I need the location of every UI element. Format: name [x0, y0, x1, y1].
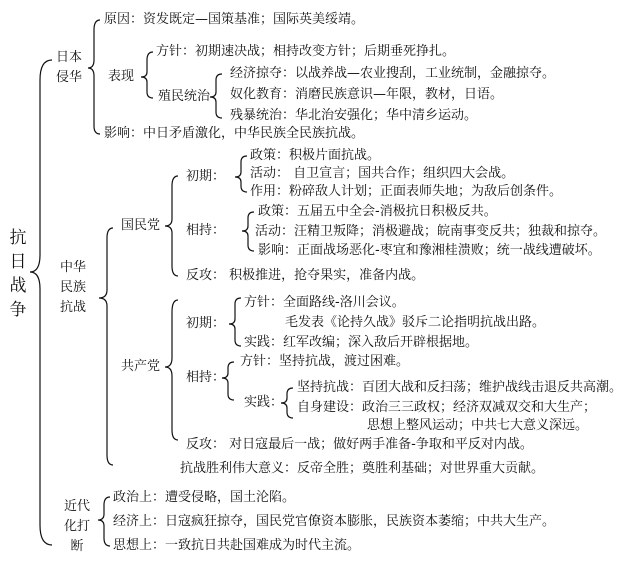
kmt-early-policy: 政策：积极片面抗战。: [250, 148, 381, 163]
nuhua-text: 奴化教育：消磨民族意识—年限，教材，日语。: [230, 87, 504, 102]
ccp-stalemate-label: 相持：: [186, 370, 226, 385]
ccp-early-brace: [229, 298, 241, 346]
kmt-label: 国民党: [121, 218, 161, 233]
ccp-stalemate-guideline: 方针：坚持抗战，渡过困难。: [240, 354, 410, 369]
modern-brace: [98, 497, 110, 546]
modern-politics: 政治上：遭受侵略，国土沦陷。: [113, 490, 296, 505]
root-label: 抗日战争: [9, 228, 27, 320]
ccp-practice-label: 实践：: [244, 395, 284, 410]
ccp-counter: 反攻： 对日寇最后一战；做好两手准备-争取和平反对内战。: [186, 437, 533, 452]
modern-economy: 经济上：日寇疯狂掠夺，国民党官僚资本膨胀，民族资本萎缩；中共大生产。: [113, 514, 556, 529]
japan-label: 日本侵华: [56, 50, 83, 85]
ccp-label: 共产党: [121, 359, 161, 374]
kmt-stalemate-activity: 活动：汪精卫叛降；消极避战；皖南事变反共；独裁和掠夺。: [255, 224, 607, 239]
kmt-stalemate-label: 相持：: [186, 223, 226, 238]
ccp-persist: 坚持抗战：百团大战和反扫荡；维护战线击退反共高潮。: [297, 380, 623, 395]
kmt-early-label: 初期：: [186, 169, 226, 184]
ccp-early-mao: 毛发表《论持久战》驳斥二论指明抗战出路。: [285, 315, 546, 330]
kmt-stalemate-brace: [242, 212, 254, 251]
zhimin-label: 殖民统治: [158, 89, 211, 104]
ccp-early-label: 初期：: [186, 316, 226, 331]
china-brace: [99, 228, 113, 465]
kmt-stalemate-impact: 影响：正面战场恶化-枣宜和豫湘桂溃败；统一战线遭破坏。: [258, 243, 601, 258]
ccp-early-practice: 实践：红军改编；深入敌后开辟根据地。: [244, 335, 479, 350]
biaoxian-brace: [141, 52, 153, 98]
jingji-text: 经济掠夺：以战养战—农业搜刮，工业统制，金融掠夺。: [230, 66, 556, 81]
canbao-text: 残暴统治：华北治安强化；华中清乡运动。: [230, 108, 478, 123]
japan-brace: [88, 20, 100, 134]
zhimin-brace: [210, 74, 222, 118]
ccp-early-guideline: 方针：全面路线-洛川会议。: [244, 295, 405, 310]
kmt-counter: 反攻： 积极推进，抢夺果实，准备内战。: [186, 268, 425, 283]
japan-influence: 影响：中日矛盾激化，中华民族全民族抗战。: [104, 126, 365, 141]
ccp-self-building: 自身建设：政治三三政权；经济双减双交和大生产；: [297, 400, 597, 415]
biaoxian-label: 表现: [108, 69, 135, 84]
kmt-early-activity: 活动： 自卫宣言；国共合作；组织四大会战。: [250, 166, 515, 181]
fangzhen-text: 方针：初期速决战；相持改变方针；后期垂死挣扎。: [156, 44, 456, 59]
ccp-thought: 思想上整风运动；中共七大意义深远。: [367, 418, 589, 433]
kmt-stalemate-policy: 政策：五届五中全会-消极抗日积极反共。: [258, 204, 497, 219]
ccp-brace: [165, 300, 178, 440]
kmt-early-brace: [235, 156, 247, 192]
china-label: 中华民族抗战: [60, 260, 87, 315]
japan-cause: 原因：资发既定—国策基准；国际英美绥靖。: [104, 12, 365, 27]
root-brace: [30, 60, 52, 545]
modern-label: 近代化打断: [64, 499, 91, 554]
kmt-brace: [165, 176, 178, 276]
kmt-early-effect: 作用：粉碎敌人计划；正面表师失地；为敌后创条件。: [250, 184, 563, 199]
modern-thought: 思想上：一致抗日共赴国难成为时代主流。: [113, 538, 361, 553]
victory-significance: 抗战胜利伟大意义：反帝全胜；奠胜利基础；对世界重大贡献。: [180, 461, 545, 476]
